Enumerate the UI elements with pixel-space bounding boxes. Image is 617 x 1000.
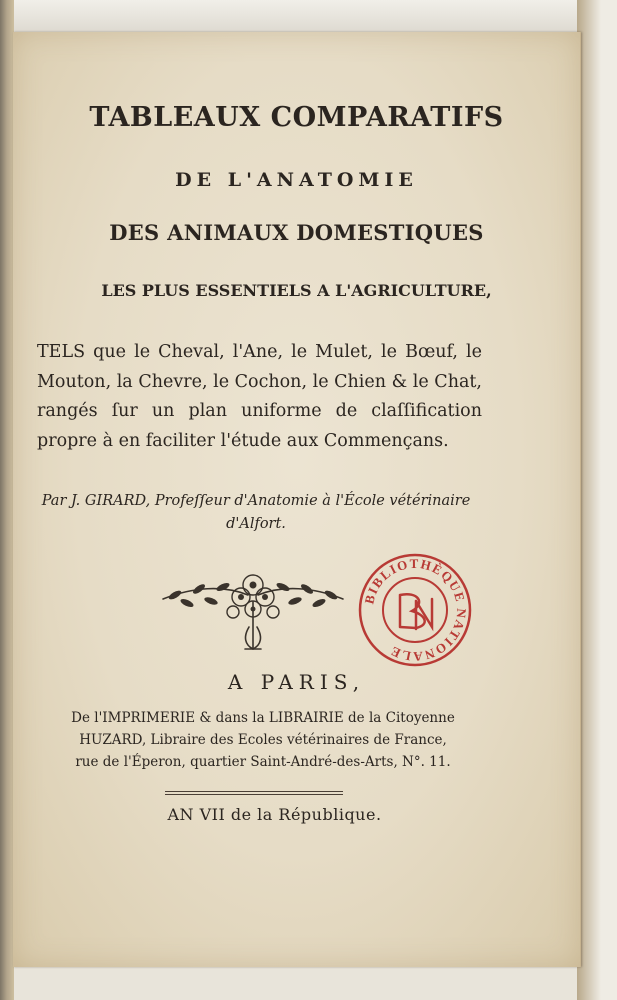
imprint-line-1: De l'IMPRIMERIE & dans la LIBRAIRIE de la Citoyenne <box>71 710 455 726</box>
scan-background-top <box>0 0 617 32</box>
imprint-city: A PARIS, <box>227 670 366 694</box>
imprint-block <box>43 707 483 773</box>
title-line-4: LES PLUS ESSENTIELS A L'AGRICULTURE, <box>101 281 492 300</box>
title-page <box>13 32 581 967</box>
floral-vignette-icon <box>153 557 353 657</box>
publication-date: AN VII de la République. <box>167 805 382 824</box>
scan-background-right <box>577 0 617 1000</box>
imprint-line-2: HUZARD, Libraire des Ecoles vétérinaires de France, <box>79 732 447 748</box>
title-line-1: TABLEAUX COMPARATIFS <box>89 102 504 133</box>
title-line-3: DES ANIMAUX DOMESTIQUES <box>109 220 484 245</box>
book-spine-edge <box>0 0 14 1000</box>
library-stamp <box>356 551 474 669</box>
divider-rule <box>165 791 343 795</box>
stamp-text: BIBLIOTHÈQUE NATIONALE <box>361 555 470 665</box>
author-credit: Par J. GIRARD, Profeſſeur d'Anatomie à l'École vétérinaire d'Alfort. <box>41 493 471 532</box>
title-line-2: DE L'ANATOMIE <box>175 169 418 191</box>
imprint-line-3: rue de l'Éperon, quartier Saint-André-des-Arts, N°. 11. <box>75 754 451 770</box>
subtitle-description: TELS que le Cheval, l'Ane, le Mulet, le Bœuf, le Mouton, la Chevre, le Cochon, le Chien & le Chat, rangés ſur un plan uniforme de claſſification propre à en faciliter l'étude aux Commençans. <box>37 342 482 451</box>
